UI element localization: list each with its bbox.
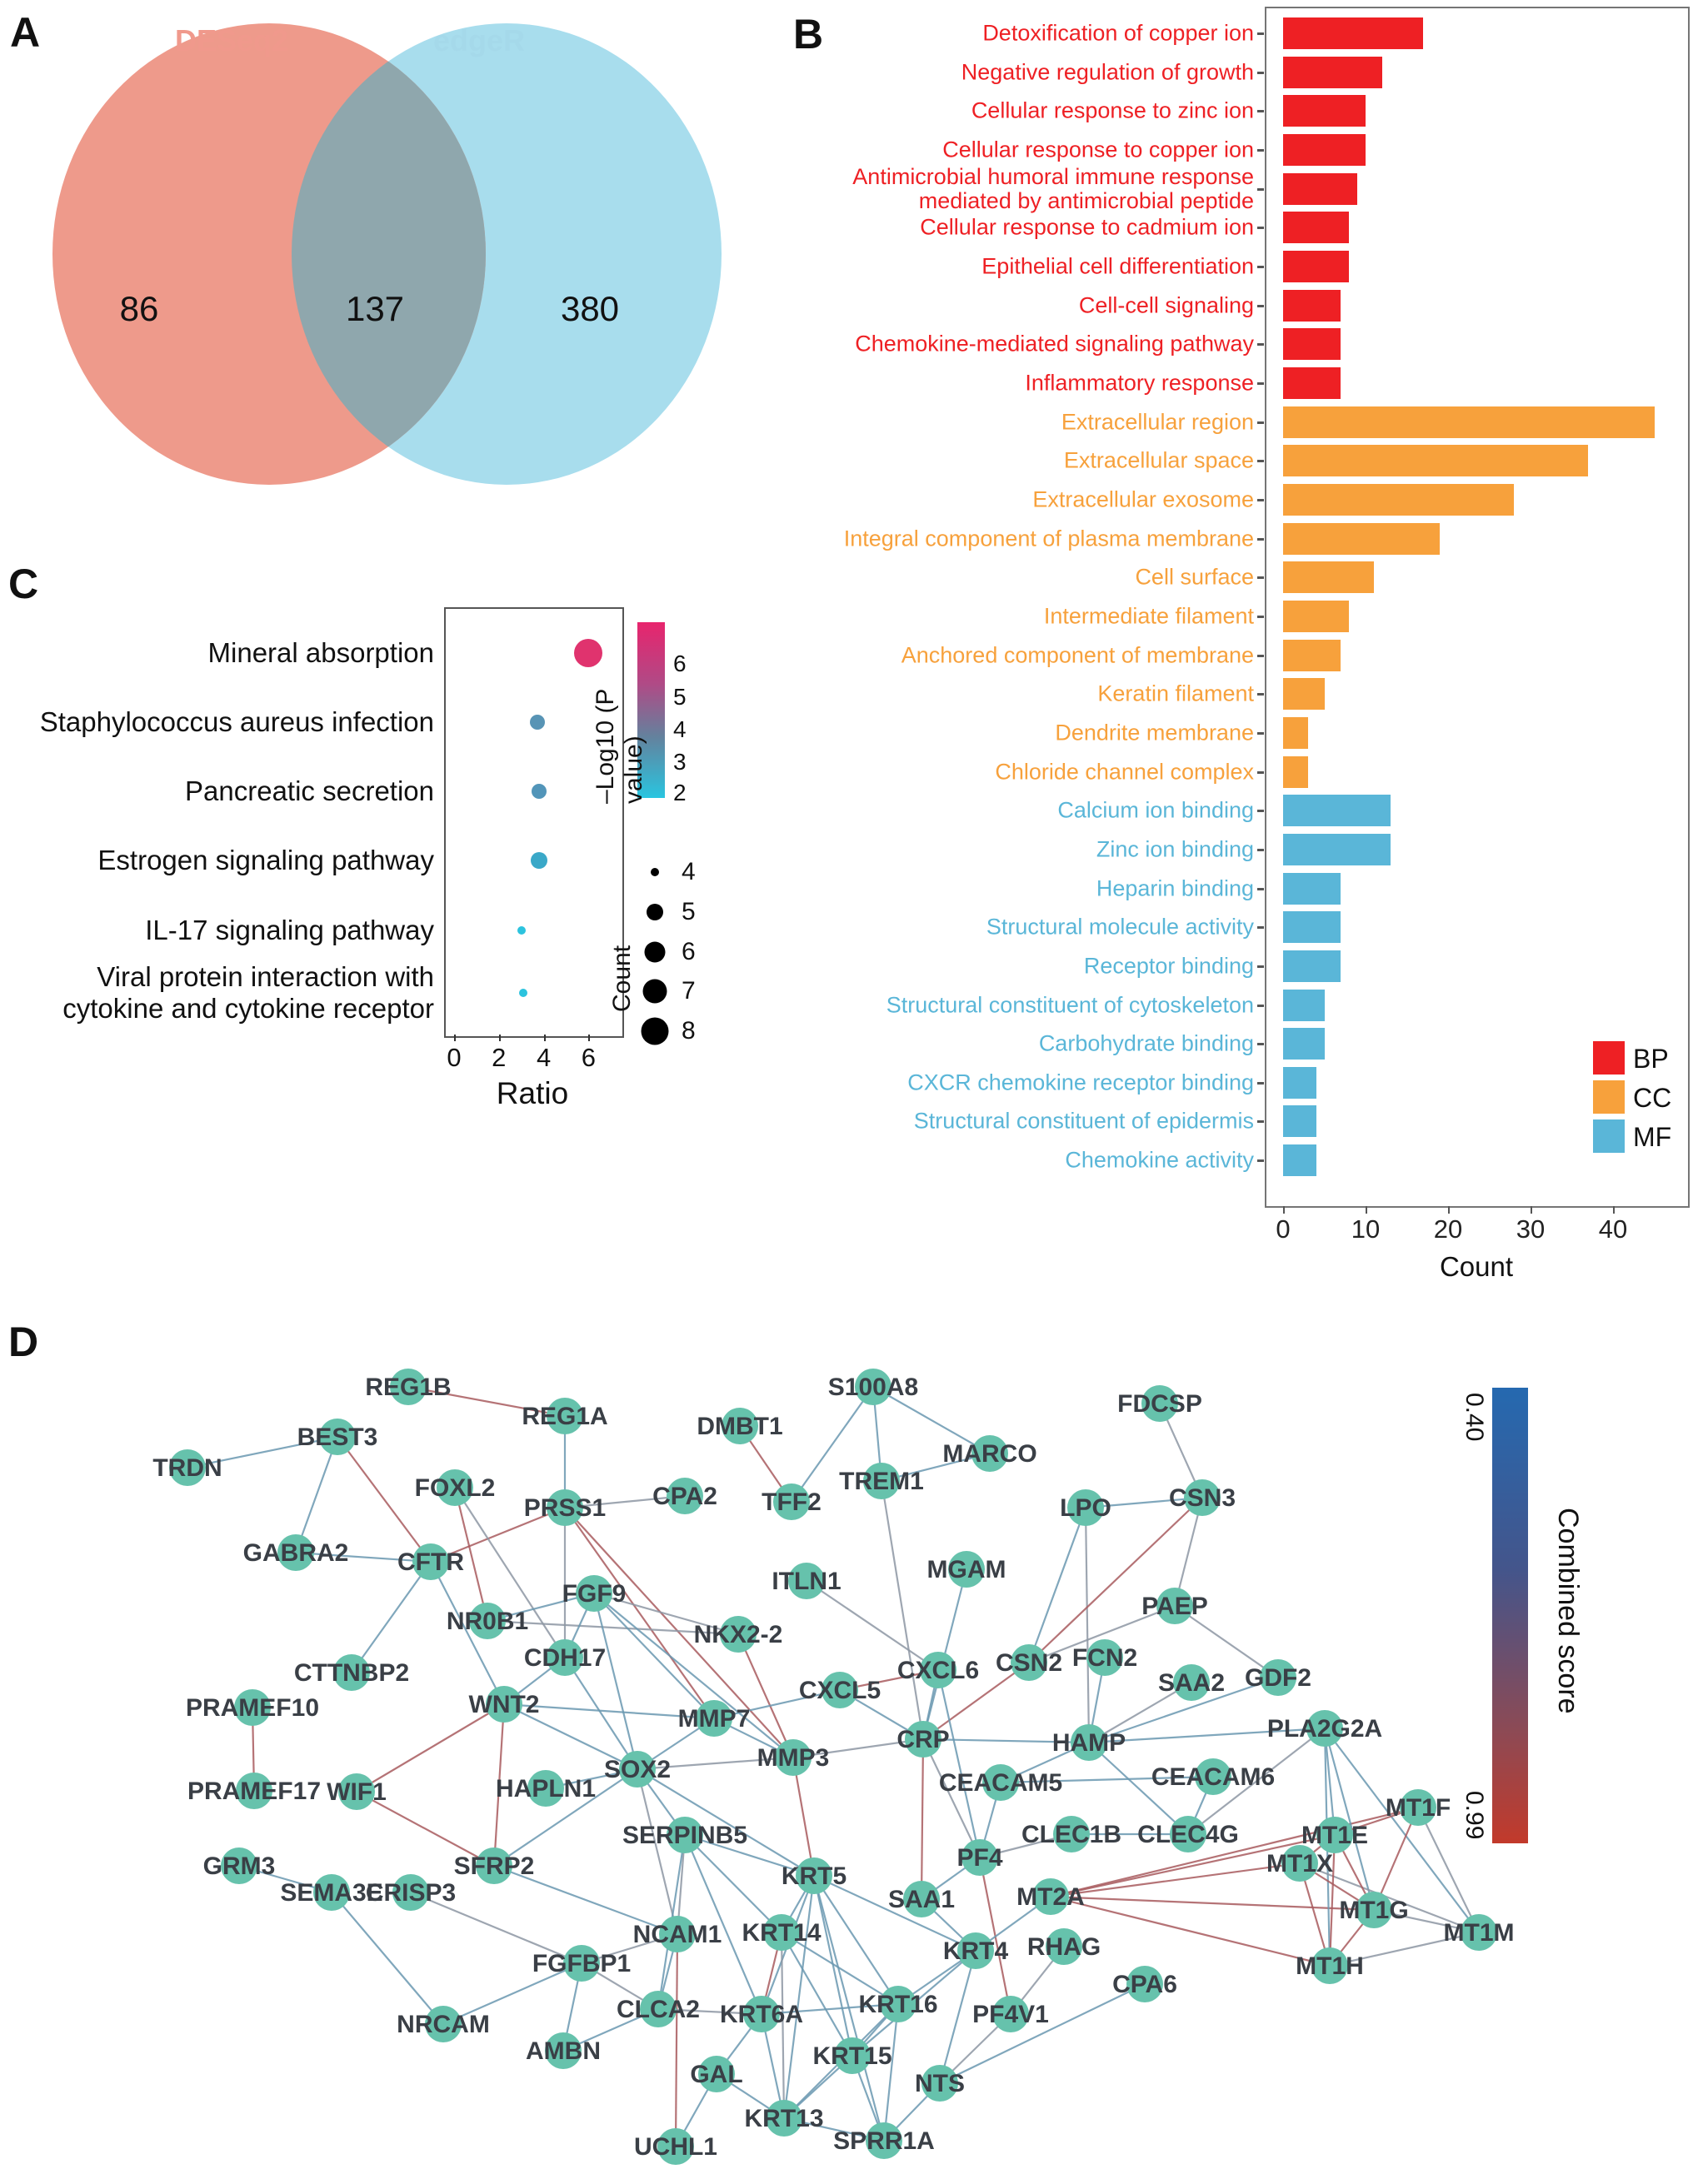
go-term-label: Structural constituent of cytoskeleton [886, 992, 1254, 1017]
gene-node-label: REG1A [522, 1403, 608, 1430]
go-term-label: Carbohydrate binding [1038, 1030, 1254, 1056]
network-edge [784, 1876, 814, 2118]
kegg-x-tick-label: 6 [581, 1043, 597, 1072]
venn-left-title: DESeq2 [175, 23, 289, 57]
go-term-label: Extracellular space [1063, 447, 1254, 473]
network-edge [594, 1593, 637, 1769]
go-term-label: Chemokine-mediated signaling pathway [855, 331, 1254, 357]
go-term-label: Calcium ion binding [1057, 797, 1254, 823]
gene-node-label: UCHL1 [633, 2133, 718, 2161]
gene-node-label: NTS [915, 2070, 965, 2097]
go-term-label: Extracellular exosome [1032, 486, 1254, 512]
gene-node-label: MT1G [1339, 1897, 1409, 1924]
gene-node-label: KRT16 [858, 1991, 938, 2018]
go-term-label: Structural molecule activity [986, 914, 1254, 940]
gene-node-label: NKX2-2 [693, 1621, 783, 1648]
kegg-x-axis-title: Ratio [496, 1076, 569, 1110]
go-term-label: Detoxification of copper ion [982, 20, 1254, 46]
network-edge [1029, 1508, 1086, 1663]
kegg-pathway-label: Mineral absorption [207, 637, 434, 668]
gene-node-label: LPO [1060, 1494, 1111, 1522]
count-legend-label: 5 [682, 897, 696, 925]
go-term-label: Cell surface [1135, 564, 1254, 590]
gene-node-label: PF4 [956, 1844, 1003, 1872]
legend-label-cc: CC [1633, 1083, 1672, 1113]
panel-d-letter: D [8, 1319, 39, 1365]
go-term-label: Cell-cell signaling [1078, 292, 1254, 318]
gene-node-label: HAPLN1 [495, 1775, 597, 1803]
gene-node-label: BEST3 [297, 1424, 378, 1451]
gene-node-label: FDCSP [1117, 1390, 1202, 1418]
gene-node-label: MARCO [942, 1440, 1037, 1468]
network-edge [923, 1739, 980, 1857]
go-term-label: Zinc ion binding [1096, 836, 1254, 862]
gene-node-label: CSN2 [995, 1649, 1063, 1677]
gene-node-label: SAA2 [1157, 1669, 1226, 1697]
gene-node-label: GRM3 [202, 1852, 276, 1880]
go-term-label: Chloride channel complex [995, 759, 1254, 785]
go-x-tick-label: 0 [1276, 1214, 1291, 1244]
network-edge [782, 1932, 852, 2056]
go-term-label: Cellular response to copper ion [942, 137, 1254, 162]
count-legend-label: 4 [682, 858, 696, 885]
network-edge [738, 1634, 793, 1758]
go-term-label: Keratin filament [1097, 681, 1254, 706]
go-term-label: Anchored component of membrane [901, 642, 1254, 668]
gene-node-label: PRSS1 [523, 1494, 607, 1522]
gene-node-label: CXCL5 [798, 1677, 881, 1704]
gene-node-label: TREM1 [839, 1468, 924, 1495]
go-bar-x-axis-title: Count [1439, 1251, 1514, 1282]
count-legend-label: 7 [682, 977, 696, 1005]
gene-node-label: MT2A [1016, 1883, 1085, 1911]
pvalue-tick-label: 4 [673, 716, 687, 742]
pvalue-tick-label: 3 [673, 749, 687, 775]
gene-node-label: NRCAM [397, 2011, 490, 2038]
combined-score-bottom-label: 0.99 [1461, 1791, 1488, 1840]
gene-node-label: CLEC4G [1137, 1821, 1239, 1848]
go-term-label: Chemokine activity [1065, 1147, 1254, 1173]
network-edge [296, 1437, 337, 1553]
gene-node-label: SERPINB5 [622, 1822, 748, 1849]
gene-node-label: MGAM [926, 1556, 1006, 1583]
legend-label-mf: MF [1633, 1122, 1672, 1152]
gene-node-label: GABRA2 [242, 1539, 349, 1567]
gene-node-label: TFF2 [762, 1488, 822, 1516]
gene-node-label: SOX2 [603, 1756, 672, 1783]
pvalue-tick-label: 6 [673, 651, 687, 676]
gene-node-label: SAA1 [887, 1886, 956, 1913]
gene-node-label: DMBT1 [697, 1413, 783, 1440]
kegg-x-tick-label: 0 [447, 1043, 462, 1072]
network-edge [1051, 1863, 1300, 1897]
gene-node-label: MMP3 [757, 1744, 830, 1772]
gene-node-label: RHAG [1026, 1933, 1101, 1961]
gene-node-label: WNT2 [468, 1691, 540, 1718]
gene-node-label: FGF9 [562, 1580, 627, 1608]
gene-node-label: CRP [896, 1726, 950, 1753]
go-term-label: Intermediate filament [1043, 603, 1254, 629]
count-legend-label: 6 [682, 937, 696, 965]
go-x-tick-label: 10 [1351, 1214, 1381, 1244]
panel-b-letter: B [793, 11, 824, 57]
venn-right-title: edgeR [433, 23, 526, 57]
gene-node-label: PLA2G2A [1266, 1715, 1383, 1743]
combined-score-title: Combined score [1552, 1508, 1584, 1714]
pvalue-colorbar-title: –Log10 (P value) [592, 689, 647, 804]
panel-a-letter: A [10, 9, 41, 56]
gene-node-label: MT1M [1443, 1919, 1515, 1947]
pvalue-tick-label: 5 [673, 684, 687, 710]
combined-score-colorbar [1492, 1388, 1528, 1843]
gene-node-label: CRISP3 [365, 1879, 457, 1907]
count-size-legend-title: Count [608, 945, 636, 1012]
gene-node-label: HAMP [1051, 1729, 1126, 1757]
gene-node-label: KRT14 [742, 1919, 822, 1947]
gene-node-label: KRT6A [719, 2001, 804, 2028]
gene-node-label: CLEC1B [1021, 1821, 1122, 1848]
gene-node-label: REG1B [365, 1374, 452, 1401]
gene-node-label: CTTNBP2 [293, 1659, 410, 1687]
gene-node-label: S100A8 [827, 1374, 919, 1401]
gene-node-label: CFTR [397, 1548, 464, 1576]
kegg-pathway-label: Viral protein interaction with cytokine and cytokine receptor [62, 961, 434, 1024]
gene-node-label: ITLN1 [772, 1568, 842, 1595]
gene-node-label: CEACAM5 [938, 1769, 1063, 1797]
network-edge [921, 1739, 923, 1899]
kegg-pathway-label: Pancreatic secretion [185, 775, 434, 806]
network-edge [594, 1593, 714, 1718]
gene-node-label: CXCL6 [896, 1657, 980, 1684]
kegg-pathway-label: Staphylococcus aureus infection [39, 706, 434, 737]
gene-node-label: PRAMEF10 [185, 1694, 320, 1722]
network-edge [352, 1562, 431, 1673]
go-term-label: Dendrite membrane [1055, 720, 1254, 745]
go-term-label: Receptor binding [1083, 953, 1254, 979]
go-term-label: Inflammatory response [1025, 370, 1254, 396]
go-term-label: CXCR chemokine receptor binding [907, 1070, 1254, 1095]
gene-node-label: AMBN [526, 2037, 601, 2065]
go-term-label: Heparin binding [1096, 875, 1254, 901]
network-edge [637, 1769, 677, 1934]
network-edge [940, 1984, 1145, 2083]
go-x-tick-label: 40 [1598, 1214, 1628, 1244]
go-term-label: Cellular response to cadmium ion [920, 214, 1254, 240]
gene-node-label: CDH17 [523, 1644, 607, 1672]
gene-node-label: FOXL2 [414, 1474, 496, 1502]
gene-node-label: CPA6 [1112, 1971, 1177, 1998]
legend-label-bp: BP [1633, 1044, 1669, 1074]
gene-node-label: PRAMEF17 [187, 1778, 322, 1805]
go-term-label: Cellular response to zinc ion [971, 97, 1254, 123]
gene-node-label: FCN2 [1071, 1644, 1138, 1672]
gene-node-label: WIF1 [327, 1778, 387, 1806]
count-legend-label: 8 [682, 1017, 696, 1045]
go-term-label: Epithelial cell differentiation [981, 253, 1254, 279]
kegg-x-tick-label: 4 [536, 1043, 552, 1072]
gene-node-label: MT1H [1296, 1952, 1364, 1980]
gene-node-label: TRDN [152, 1454, 222, 1482]
gene-node-label: PAEP [1141, 1593, 1208, 1620]
go-term-label: Extracellular region [1061, 409, 1254, 435]
go-term-label: Structural constituent of epidermis [913, 1108, 1254, 1134]
network-edge [938, 1670, 980, 1857]
gene-node-label: MT1X [1266, 1850, 1334, 1877]
network-edge [676, 1934, 677, 2147]
network-edge [565, 1508, 714, 1718]
kegg-x-tick-label: 2 [492, 1043, 507, 1072]
gene-node-label: CSN3 [1168, 1484, 1236, 1512]
gene-node-label: FGFBP1 [532, 1950, 632, 1977]
gene-node-label: SPRR1A [833, 2127, 935, 2155]
venn-right-count: 380 [560, 289, 620, 328]
network-edge [332, 1892, 443, 2024]
kegg-pathway-label: Estrogen signaling pathway [97, 845, 434, 875]
network-edge [1029, 1498, 1202, 1663]
go-term-label: Antimicrobial humoral immune response mediated by antimicrobial peptide [852, 163, 1254, 213]
gene-node-label: NR0B1 [446, 1608, 529, 1635]
network-edge [881, 1481, 923, 1739]
kegg-pathway-label: IL-17 signaling pathway [145, 915, 434, 945]
gene-node-label: CLCA2 [616, 1996, 701, 2023]
network-edge [1086, 1508, 1089, 1743]
combined-score-top-label: 0.40 [1461, 1393, 1488, 1442]
gene-node-label: GDF2 [1244, 1664, 1312, 1692]
gene-node-label: KRT4 [942, 1937, 1009, 1965]
network-edge [814, 1876, 852, 2056]
go-x-tick-label: 30 [1516, 1214, 1546, 1244]
network-edge [884, 2004, 898, 2141]
go-term-label: Integral component of plasma membrane [843, 526, 1254, 551]
gene-node-label: NCAM1 [632, 1921, 722, 1948]
gene-node-label: MT1E [1301, 1822, 1369, 1849]
venn-left-count: 86 [119, 289, 159, 328]
gene-node-label: MMP7 [677, 1705, 751, 1733]
gene-node-label: CPA2 [652, 1483, 717, 1510]
gene-node-label: PF4V1 [972, 2001, 1049, 2028]
gene-node-label: KRT5 [781, 1862, 847, 1890]
venn-overlap-count: 137 [345, 289, 405, 328]
gene-node-label: KRT15 [812, 2042, 892, 2070]
gene-node-label: MT1F [1385, 1794, 1451, 1822]
gene-node-label: SEMA3E [280, 1879, 383, 1907]
panel-c-letter: C [8, 561, 39, 607]
go-term-label: Negative regulation of growth [961, 59, 1254, 85]
gene-node-label: GAL [690, 2061, 743, 2088]
gene-node-label: CEACAM6 [1151, 1763, 1276, 1791]
gene-node-label: KRT13 [744, 2105, 824, 2132]
pvalue-tick-label: 2 [673, 780, 687, 805]
go-x-tick-label: 20 [1433, 1214, 1463, 1244]
gene-node-label: SFRP2 [453, 1852, 535, 1880]
